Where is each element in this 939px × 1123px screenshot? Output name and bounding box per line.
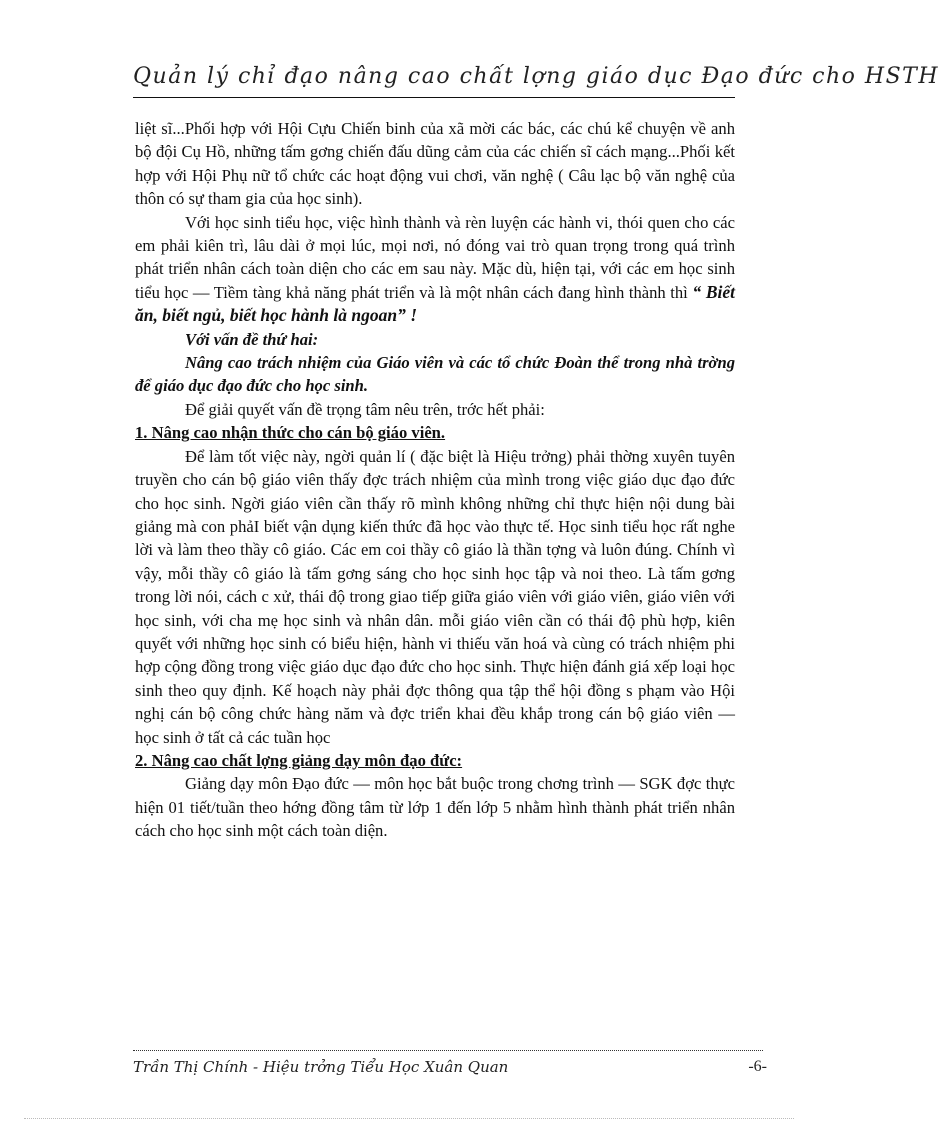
running-header: Quản lý chỉ đạo nâng cao chất lợng giáo dục Đạo đức cho HSTH [133,64,939,89]
page-number: -6- [748,1058,767,1075]
footer-author: Trần Thị Chính - Hiệu trởng Tiểu Học Xuân Quan [133,1058,509,1076]
paragraph-5: Để giải quyết vấn đề trọng tâm nêu trên, trớc hết phải: [185,399,545,419]
page-bottom-border [24,1118,794,1119]
section-heading-2: 2. Nâng cao chất lợng giảng dạy môn đạo đức: [135,750,463,770]
running-footer [133,1058,773,1082]
paragraph-1: liệt sĩ...Phối hợp với Hội Cựu Chiến binh của xã mời các bác, các chú kể chuyện về anh bộ đội Cụ Hồ, những tấm gơng chiến đấu dũng cảm của các chiến sĩ cách mạng...Phối kết hợp với Hội Phụ nữ tổ chức các hoạt động vui chơi, văn nghệ ( Câu lạc bộ văn nghệ của thôn có sự tham gia của học sinh). [135,119,735,209]
footer-rule [133,1050,763,1051]
paragraph-7: Giảng dạy môn Đạo đức — môn học bắt buộc trong chơng trình — SGK đợc thực hiện 01 tiết/tuần theo hớng đồng tâm từ lớp 1 đến lớp 5 nhằm hình thành phát triển nhân cách cho học sinh một cách toàn diện. [135,774,735,841]
section-heading-1: 1. Nâng cao nhận thức cho cán bộ giáo viên. [135,423,446,443]
paragraph-3-subheading: Với vấn đề thứ hai: [185,329,319,349]
header-rule [133,97,735,98]
paragraph-2-quote: “ Biết ăn, biết ngủ, biết học hành là ngoan” ! [135,281,735,326]
paragraph-2 [135,211,735,328]
paragraph-4-emphasis: Nâng cao trách nhiệm của Giáo viên và các tổ chức Đoàn thể trong nhà trờng để giáo dục đạo đức cho học sinh. [135,353,735,396]
document-body [135,117,735,843]
paragraph-6: Để làm tốt việc này, ngời quản lí ( đặc biệt là Hiệu trởng) phải thờng xuyên tuyên truyền cho cán bộ giáo viên thấy đợc trách nhiệm của mình trong việc giáo dục đạo đức cho học sinh. Ngời giáo viên cần thấy rõ mình không những chỉ thực hiện nội dung bài giảng mà con phảI biết vận dụng kiến thức đã học vào thực tế. Học sinh tiểu học rất nghe lời và làm theo thầy cô giáo. Các em coi thầy cô giáo là thần tợng và luôn đúng. Chính vì vậy, mỗi thầy cô giáo là tấm gơng sáng cho học sinh học tập và noi theo. Là tấm gơng trong lời nói, cách c xử, thái độ trong giao tiếp giữa giáo viên với giáo viên, giáo viên với học sinh, với cha mẹ học sinh và nhân dân. mỗi giáo viên cần có thái độ phù hợp, kiên quyết với những học sinh có biểu hiện, hành vi thiếu văn hoá và cùng có trách nhiệm phi hợp cộng đồng trong việc giáo dục đạo đức cho học sinh. Thực hiện đánh giá xếp loại học sinh theo quy định. Kế hoạch này phải đợc thông qua tập thể hội đồng s phạm vào Hội nghị cán bộ công chức hàng năm và đợc triển khai đều khắp trong cán bộ giáo viên — học sinh ở tất cả các tuần học [135,446,735,747]
paragraph-2-text: Với học sinh tiểu học, việc hình thành và rèn luyện các hành vi, thói quen cho các em phải kiên trì, lâu dài ở mọi lúc, mọi nơi, nó đóng vai trò quan trọng trong quá trình phát triển nhân cách toàn diện cho các em sau này. Mặc dù, hiện tại, với các em học sinh tiểu học — Tiềm tàng khả năng phát triển và là một nhân cách đang hình thành thì [135,212,735,302]
